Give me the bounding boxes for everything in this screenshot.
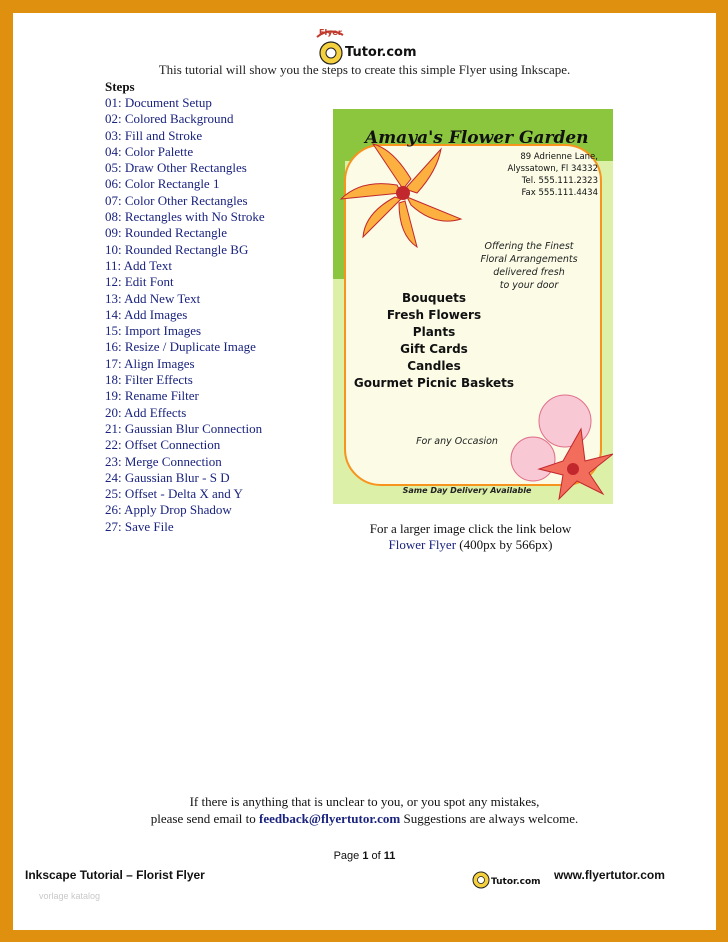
steps-heading: Steps — [105, 79, 135, 94]
flyer-image[interactable] — [333, 109, 613, 504]
flyer-offering-line: delivered fresh — [493, 267, 565, 278]
flyer-product: Gift Cards — [400, 342, 468, 356]
step-link[interactable]: 05: Draw Other Rectangles — [105, 160, 247, 176]
step-link[interactable]: 25: Offset - Delta X and Y — [105, 486, 243, 502]
flower-flyer-link[interactable]: Flower Flyer — [388, 537, 457, 552]
step-link[interactable]: 22: Offset Connection — [105, 437, 221, 453]
watermark-text: vorlage katalog — [39, 891, 101, 901]
page-number — [13, 850, 716, 862]
page-of: of — [368, 850, 384, 862]
flyer-occasion: For any Occasion — [416, 436, 498, 447]
feedback-prefix: please send email to — [150, 810, 260, 826]
step-link[interactable]: 24: Gaussian Blur - S D — [105, 469, 230, 485]
steps-list — [105, 95, 265, 535]
document-page — [13, 13, 716, 930]
step-link[interactable]: 20: Add Effects — [105, 404, 187, 420]
step-link[interactable]: 07: Color Other Rectangles — [105, 192, 248, 208]
step-link[interactable]: 14: Add Images — [105, 306, 188, 322]
logo-text: Tutor.com — [345, 45, 417, 60]
flyer-fax: Fax 555.111.4434 — [521, 188, 598, 198]
step-link[interactable]: 10: Rounded Rectangle BG — [105, 241, 249, 257]
flyer-product: Candles — [407, 359, 461, 373]
step-link[interactable]: 18: Filter Effects — [105, 372, 193, 388]
feedback-email-link[interactable]: feedback@flyertutor.com — [259, 810, 401, 826]
flyer-offering-line: Offering the Finest — [484, 241, 574, 252]
page-total: 11 — [383, 850, 396, 862]
caption-link-line — [343, 537, 598, 553]
flyer-address-line: Alyssatown, Fl 34332 — [507, 164, 598, 174]
flyer-left-band — [333, 109, 345, 279]
step-link[interactable]: 19: Rename Filter — [105, 388, 199, 404]
flyer-phone: Tel. 555.111.2323 — [521, 176, 598, 186]
flyer-offering-line: to your door — [499, 280, 559, 291]
step-link[interactable]: 01: Document Setup — [105, 95, 212, 110]
page-current: 1 — [362, 850, 369, 862]
step-link[interactable]: 11: Add Text — [105, 257, 172, 273]
footer-title: Inkscape Tutorial – Florist Flyer — [25, 868, 205, 882]
intro-text: This tutorial will show you the steps to create this simple Flyer using Inkscape. — [158, 62, 571, 77]
step-link[interactable]: 12: Edit Font — [105, 274, 174, 290]
flyertutor-logo — [309, 23, 429, 67]
footer-logo — [469, 864, 549, 890]
step-link[interactable]: 17: Align Images — [105, 355, 195, 371]
page-label: Page — [333, 850, 363, 862]
step-link[interactable]: 08: Rectangles with No Stroke — [105, 209, 265, 225]
footer-logo-text: Tutor.com — [491, 877, 541, 887]
feedback-suffix: Suggestions are always welcome. — [400, 810, 579, 826]
step-link[interactable]: 13: Add New Text — [105, 290, 201, 306]
step-link[interactable]: 27: Save File — [105, 518, 174, 534]
step-link[interactable]: 02: Colored Background — [105, 111, 234, 127]
flyer-product: Bouquets — [401, 291, 467, 305]
flyer-title: Amaya's Flower Garden — [365, 128, 589, 148]
step-link[interactable]: 03: Fill and Stroke — [105, 127, 203, 143]
flyer-product: Plants — [412, 325, 456, 339]
flyer-address-line: 89 Adrienne Lane, — [520, 152, 598, 162]
step-link[interactable]: 23: Merge Connection — [105, 453, 222, 469]
flyer-delivery: Same Day Delivery Available — [402, 486, 532, 495]
flyer-caption — [343, 521, 598, 553]
step-link[interactable]: 09: Rounded Rectangle — [105, 225, 228, 241]
feedback-note — [13, 794, 716, 827]
step-link[interactable]: 04: Color Palette — [105, 143, 194, 159]
flyer-product: Gourmet Picnic Baskets — [353, 376, 515, 390]
logo-arc-text: Flyer — [319, 28, 342, 37]
step-link[interactable]: 15: Import Images — [105, 323, 202, 339]
feedback-email-line — [13, 811, 716, 828]
step-link[interactable]: 06: Color Rectangle 1 — [105, 176, 220, 192]
step-link[interactable]: 26: Apply Drop Shadow — [105, 502, 232, 518]
caption-line: For a larger image click the link below — [369, 521, 572, 536]
caption-size: (400px by 566px) — [456, 537, 553, 552]
footer-website-link[interactable]: www.flyertutor.com — [554, 868, 665, 882]
feedback-line: If there is anything that is unclear to you, or you spot any mistakes, — [189, 794, 540, 809]
step-link[interactable]: 16: Resize / Duplicate Image — [105, 339, 256, 355]
flyer-product: Fresh Flowers — [386, 308, 482, 322]
flyer-offering-line: Floral Arrangements — [480, 254, 578, 265]
step-link[interactable]: 21: Gaussian Blur Connection — [105, 420, 263, 436]
